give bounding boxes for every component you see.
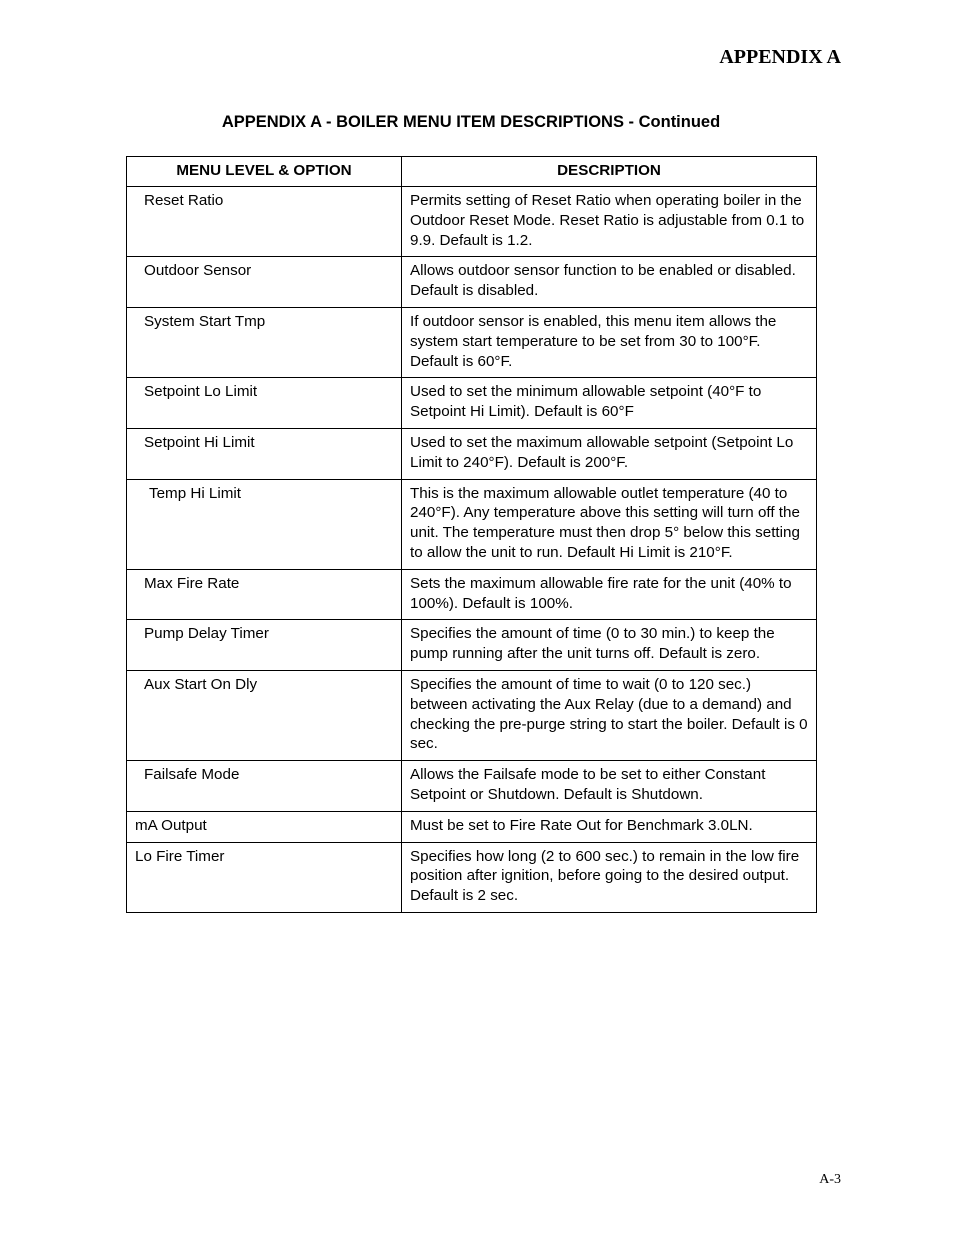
menu-option-cell: Outdoor Sensor bbox=[127, 257, 402, 308]
appendix-header: APPENDIX A bbox=[719, 46, 841, 68]
menu-items-table bbox=[126, 156, 817, 913]
page-number: A-3 bbox=[819, 1172, 841, 1187]
menu-option-cell: Setpoint Lo Limit bbox=[127, 378, 402, 429]
table-row bbox=[127, 378, 817, 429]
menu-option-cell: mA Output bbox=[127, 811, 402, 842]
menu-option-cell: Aux Start On Dly bbox=[127, 670, 402, 760]
column-header-description: DESCRIPTION bbox=[402, 157, 817, 187]
page-title: APPENDIX A - BOILER MENU ITEM DESCRIPTIONS - Continued bbox=[221, 113, 721, 131]
menu-option-cell: Setpoint Hi Limit bbox=[127, 428, 402, 479]
table-row bbox=[127, 307, 817, 377]
menu-option-cell: Lo Fire Timer bbox=[127, 842, 402, 912]
description-cell: Specifies how long (2 to 600 sec.) to remain in the low fire position after ignition, before going to the desired output. Default is 2 sec. bbox=[402, 842, 817, 912]
column-header-menu-level: MENU LEVEL & OPTION bbox=[127, 157, 402, 187]
description-cell: Sets the maximum allowable fire rate for the unit (40% to 100%). Default is 100%. bbox=[402, 569, 817, 620]
description-cell: Must be set to Fire Rate Out for Benchmark 3.0LN. bbox=[402, 811, 817, 842]
table-row bbox=[127, 811, 817, 842]
menu-option-cell: Temp Hi Limit bbox=[127, 479, 402, 569]
description-cell: Used to set the maximum allowable setpoint (Setpoint Lo Limit to 240°F). Default is 200°F. bbox=[402, 428, 817, 479]
description-cell: Permits setting of Reset Ratio when operating boiler in the Outdoor Reset Mode. Reset Ratio is adjustable from 0.1 to 9.9. Default is 1.2. bbox=[402, 187, 817, 257]
menu-option-cell: System Start Tmp bbox=[127, 307, 402, 377]
table-row bbox=[127, 187, 817, 257]
menu-option-cell: Pump Delay Timer bbox=[127, 620, 402, 671]
table-row bbox=[127, 257, 817, 308]
table-row bbox=[127, 620, 817, 671]
description-cell: If outdoor sensor is enabled, this menu item allows the system start temperature to be set from 30 to 100°F. Default is 60°F. bbox=[402, 307, 817, 377]
description-cell: Used to set the minimum allowable setpoint (40°F to Setpoint Hi Limit). Default is 60°F bbox=[402, 378, 817, 429]
table-row bbox=[127, 479, 817, 569]
description-cell: This is the maximum allowable outlet temperature (40 to 240°F). Any temperature above this setting will turn off the unit. The temperature must then drop 5° below this setting to allow the unit to run. Default Hi Limit is 210°F. bbox=[402, 479, 817, 569]
table-row bbox=[127, 569, 817, 620]
description-cell: Specifies the amount of time to wait (0 to 120 sec.) between activating the Aux Relay (due to a demand) and checking the pre-purge string to start the boiler. Default is 0 sec. bbox=[402, 670, 817, 760]
table-row bbox=[127, 428, 817, 479]
menu-option-cell: Max Fire Rate bbox=[127, 569, 402, 620]
menu-option-cell: Reset Ratio bbox=[127, 187, 402, 257]
description-cell: Allows outdoor sensor function to be enabled or disabled. Default is disabled. bbox=[402, 257, 817, 308]
table-header-row bbox=[127, 157, 817, 187]
table-row bbox=[127, 842, 817, 912]
menu-option-cell: Failsafe Mode bbox=[127, 761, 402, 812]
table-row bbox=[127, 670, 817, 760]
table-row bbox=[127, 761, 817, 812]
description-cell: Specifies the amount of time (0 to 30 min.) to keep the pump running after the unit turns off. Default is zero. bbox=[402, 620, 817, 671]
description-cell: Allows the Failsafe mode to be set to either Constant Setpoint or Shutdown. Default is Shutdown. bbox=[402, 761, 817, 812]
